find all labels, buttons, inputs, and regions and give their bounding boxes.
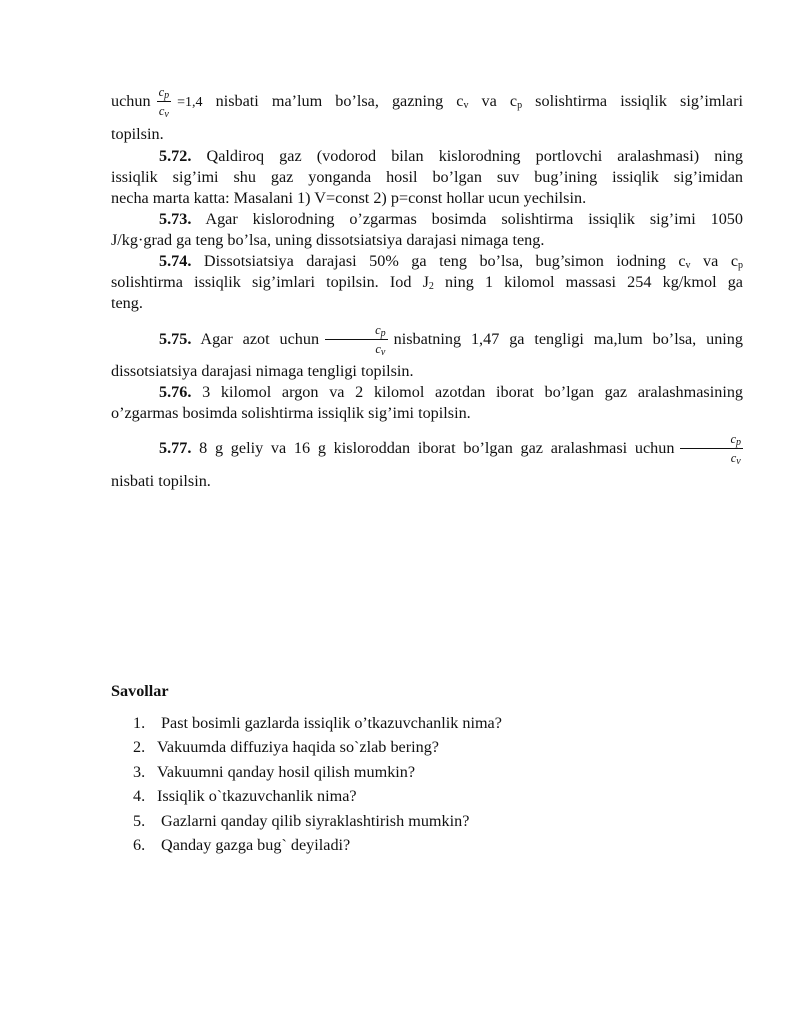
problem-5-72-line-2: issiqlik sig’imi shu gaz yonganda hosil bo’lgan suv bug’ining issiqlik sig’imidan <box>111 168 743 186</box>
problem-5-77-line-1: 5.77. 8 g geliy va 16 g kisloroddan iborat bo’lgan gaz aralashmasi uchun $\frac{c_p}{c_v}$ <box>159 432 742 467</box>
question-item: 5. Gazlarni qanday qilib siyraklashtirish mumkin? <box>133 811 470 830</box>
intro-lead: uchun <box>111 92 151 111</box>
problem-5-73-line-1: 5.73. Agar kislorodning o’zgarmas bosimda solishtirma issiqlik sig’imi 1050 <box>159 210 743 228</box>
problem-5-75-line-2: dissotsiatsiya darajasi nimaga tengligi topilsin. <box>111 362 414 380</box>
ratio-value: =1,4 <box>177 95 203 111</box>
problem-number: 5.73. <box>159 210 192 228</box>
problem-number: 5.74. <box>159 252 192 270</box>
problem-number: 5.76. <box>159 383 192 401</box>
intro-line-1: uchun $\frac{c_p}{c_v}$ =1,4 nisbati ma’lum bo’lsa, gazning $c_v$ va $c_p$ solishtirma issiqlik sig’imlari <box>111 85 743 120</box>
questions-heading: Savollar <box>111 682 169 700</box>
question-item: 1. Past bosimli gazlarda issiqlik o’tkazuvchanlik nima? <box>133 714 502 732</box>
problem-5-72-line-3: necha marta katta: Masalani 1) V=const 2) p=const hollar ucun yechilsin. <box>111 189 587 207</box>
intro-line-2: topilsin. <box>111 125 164 143</box>
question-item: 6. Qanday gazga bug` deyiladi? <box>133 835 351 854</box>
question-item: 3. Vakuumni qanday hosil qilish mumkin? <box>133 762 416 781</box>
problem-5-76-line-1: 5.76. 3 kilomol argon va 2 kilomol azotdan iborat bo’lgan gaz aralashmasining <box>159 383 744 401</box>
problem-number: 5.75. <box>159 330 192 349</box>
problem-5-72-line-1: 5.72. Qaldiroq gaz (vodorod bilan kislorodning portlovchi aralashmasi) ning <box>159 147 744 165</box>
problem-5-74-line-2: solishtirma issiqlik sig’imlari topilsin. Iod $J_2$ ning 1 kilomol massasi 254 kg/kmol ga <box>111 273 743 292</box>
cp-cv-fraction: $\frac{c_p}{c_v}$ <box>680 432 743 465</box>
cp-cv-fraction: $\frac{c_p}{c_v}$ <box>158 85 170 120</box>
problem-number: 5.72. <box>159 147 192 165</box>
problem-number: 5.77. <box>159 439 192 458</box>
problem-5-74-line-3: teng. <box>111 294 143 312</box>
problem-5-76-line-2: o’zgarmas bosimda solishtirma issiqlik sig’imi topilsin. <box>111 404 471 422</box>
problem-5-77-line-2: nisbati topilsin. <box>111 472 211 490</box>
question-item: 4. Issiqlik o`tkazuvchanlik nima? <box>133 787 357 806</box>
problem-5-73-line-2: J/kg·grad ga teng bo’lsa, uning dissotsiatsiya darajasi nimaga teng. <box>111 231 545 249</box>
questions-list <box>133 712 502 858</box>
problem-5-75-line-1: 5.75. Agar azot uchun $\frac{c_p}{c_v}$ nisbatning 1,47 ga tengligi ma,lum bo’lsa, uning <box>159 323 743 358</box>
question-item: 2. Vakuumda diffuziya haqida so`zlab bering? <box>133 738 439 757</box>
problem-5-74-line-1: 5.74. Dissotsiatsiya darajasi 50% ga teng bo’lsa, bug’simon iodning $c_v$ va $c_p$ <box>159 252 744 271</box>
cp-cv-fraction: $\frac{c_p}{c_v}$ <box>325 323 388 356</box>
